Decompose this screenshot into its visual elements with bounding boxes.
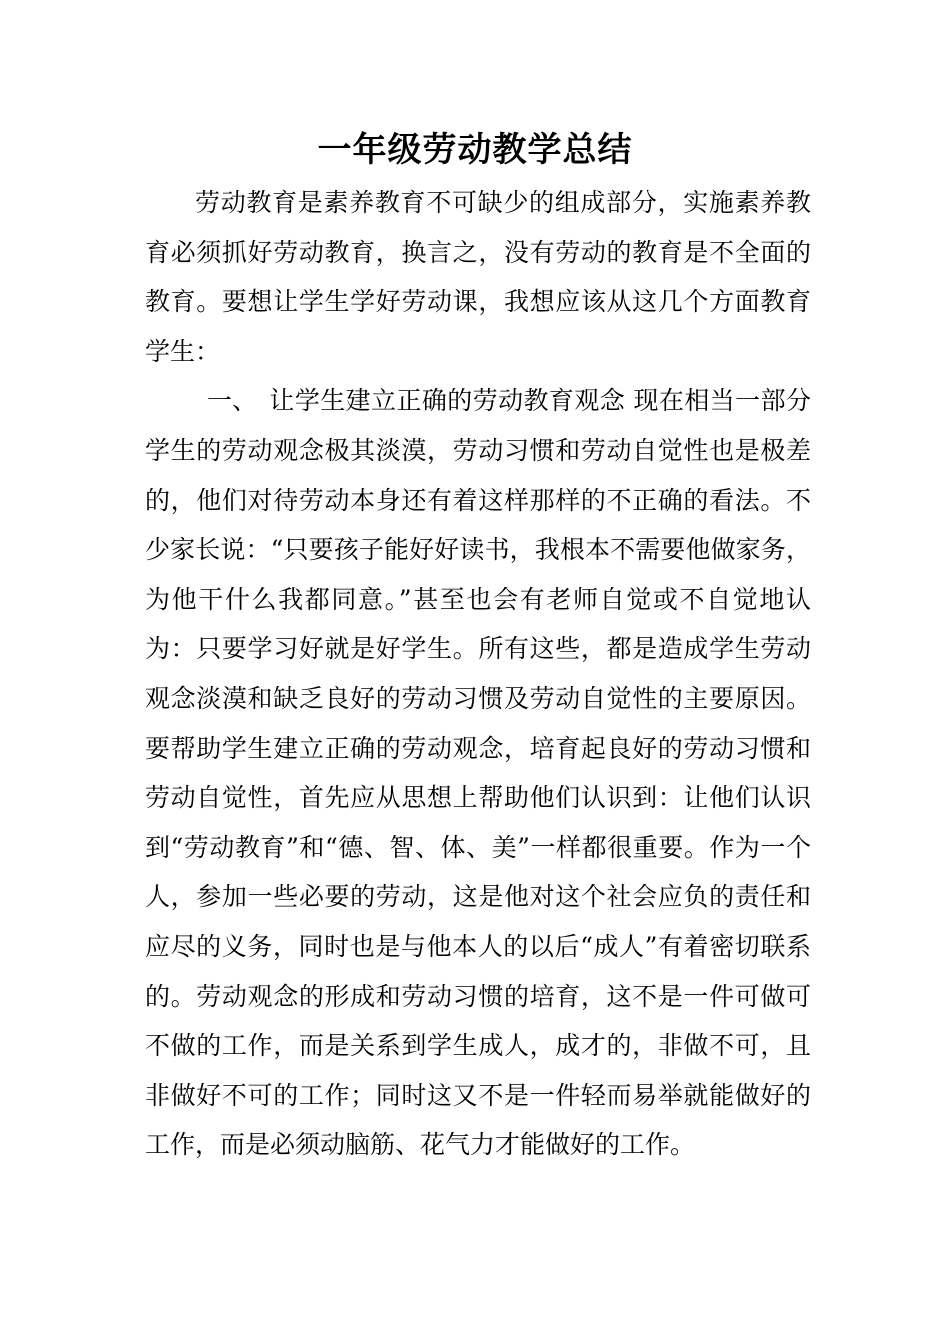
intro-paragraph: 劳动教育是素养教育不可缺少的组成部分，实施素养教育必须抓好劳动教育，换言之，没有劳动的教育是不全面的教育。要想让学生学好劳动课，我想应该从这几个方面教育学生： [145,188,811,366]
section-1-paragraph [145,376,811,1170]
section-1-text: 让学生建立正确的劳动教育观念 现在相当一部分学生的劳动观念极其淡漠，劳动习惯和劳动自觉性也是极差的，他们对待劳动本身还有着这样那样的不正确的看法。不少家长说：“只要孩子能好好读书，我根本不需要他做家务，为他干什么我都同意。”甚至也会有老师自觉或不自觉地认为：只要学习好就是好学生。所有这些，都是造成学生劳动观念淡漠和缺乏良好的劳动习惯及劳动自觉性的主要原因。 要帮助学生建立正确的劳动观念，培育起良好的劳动习惯和劳动自觉性，首先应从思想上帮助他们认识到：让他们认识到“劳动教育”和“德、智、体、美”一样都很重要。作为一个人，参加一些必要的劳动，这是他对这个社会应负的责任和应尽的义务，同时也是与他本人的以后“成人”有着密切联系的。劳动观念的形成和劳动习惯的培育，这不是一件可做可不做的工作，而是关系到学生成人，成才的，非做不可，且非做好不可的工作；同时这又不是一件轻而易举就能做好的工作，而是必须动脑筋、花气力才能做好的工作。 [145,386,811,1160]
section-1-number: 一、 [207,386,258,416]
document-title: 一年级劳动教学总结 [317,130,633,170]
document-body [145,178,811,1170]
